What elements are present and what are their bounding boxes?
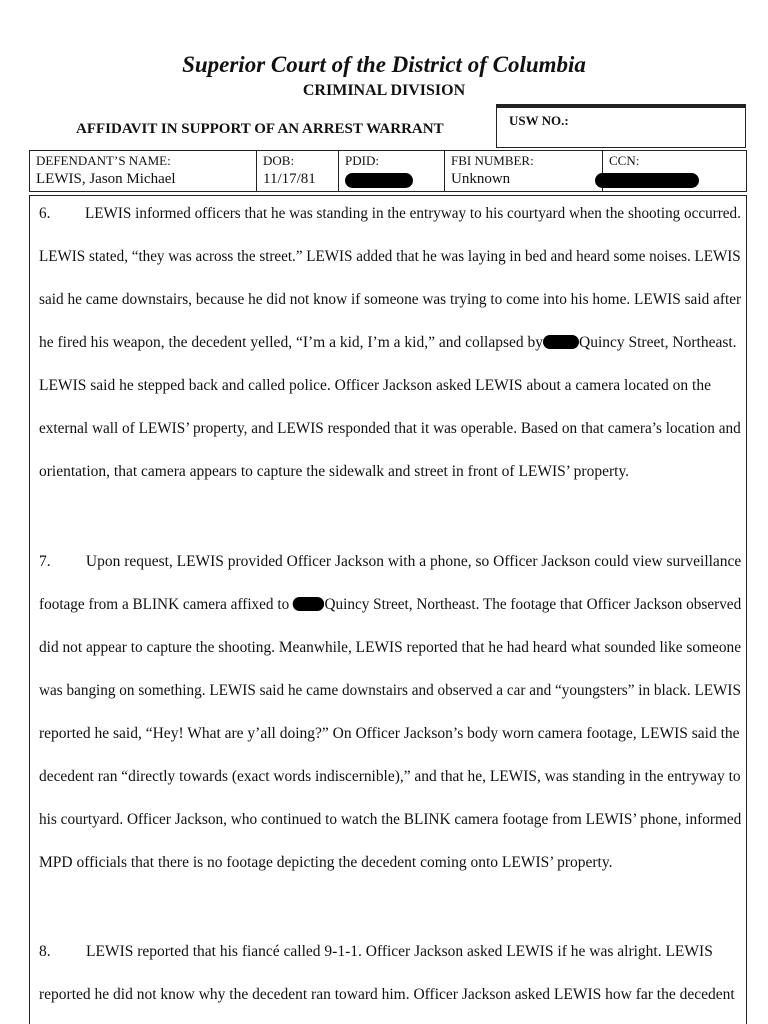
paragraph-line: was banging on something. LEWIS said he came downstairs and observed a car and “youngsters” in black. LEWIS [39,682,741,699]
pdid-cell [339,151,445,191]
paragraph-line: reported he said, “Hey! What are y’all doing?” On Officer Jackson’s body worn camera footage, LEWIS said the [39,725,740,742]
defendant-name-cell [30,151,257,191]
affidavit-title: AFFIDAVIT IN SUPPORT OF AN ARREST WARRANT [76,121,444,137]
paragraph-text: he fired his weapon, the decedent yelled, “I’m a kid, I’m a kid,” and collapsed by [39,334,543,351]
paragraph-line: his courtyard. Officer Jackson, who continued to watch the BLINK camera footage from LEWIS’ phone, informed [39,811,742,828]
paragraph-line: decedent ran “directly towards (exact words indiscernible),” and that he, LEWIS, was standing in the entryway to [39,768,741,785]
paragraph-line: external wall of LEWIS’ property, and LEWIS responded that it was operable. Based on that camera’s location and [39,420,741,437]
fbi-number-value: Unknown [451,171,511,187]
defendant-name-label: DEFENDANT’S NAME: [36,153,171,168]
usw-number-box [496,104,746,148]
defendant-info-table [29,150,747,192]
paragraph-text: Quincy Street, Northeast. [579,334,737,351]
paragraph-line: LEWIS stated, “they was across the street.” LEWIS added that he was laying in bed and heard some noises. LEWIS [39,248,741,265]
paragraph-line: said he came downstairs, because he did not know if someone was trying to come into his home. LEWIS said after [39,291,742,308]
dob-label: DOB: [263,153,295,168]
address-redaction [293,597,324,611]
paragraph-line [39,334,737,352]
dob-cell [257,151,339,191]
paragraph-line [39,205,741,223]
paragraph-text: LEWIS informed officers that he was standing in the entryway to his courtyard when the shooting occurred. [85,205,741,222]
ccn-cell [603,151,746,191]
pdid-label: PDID: [345,153,379,168]
fbi-number-cell [445,151,603,191]
division-title: CRIMINAL DIVISION [302,82,466,99]
paragraph-line: did not appear to capture the shooting. Meanwhile, LEWIS reported that he had heard what sounded like someone [39,639,742,656]
paragraph-text: LEWIS reported that his fiancé called 9-1-1. Officer Jackson asked LEWIS if he was alright. LEWIS [86,943,713,960]
paragraph-line [39,553,741,571]
defendant-name-value: LEWIS, Jason Michael [36,171,176,187]
paragraph-number: 8. [39,943,51,960]
paragraph-number: 7. [39,553,51,570]
usw-label: USW NO.: [509,113,569,128]
ccn-label: CCN: [609,153,640,168]
paragraph-text: footage from a BLINK camera affixed to [39,596,290,613]
dob-value: 11/17/81 [263,171,316,187]
paragraph-line [39,596,741,614]
paragraph-line: reported he did not know why the decedent ran toward him. Officer Jackson asked LEWIS how far the decedent [39,986,735,1003]
court-title: Superior Court of the District of Columbia [182,52,586,77]
paragraph-text: Upon request, LEWIS provided Officer Jackson with a phone, so Officer Jackson could view surveillance [85,553,742,570]
paragraph-number: 6. [39,205,51,222]
paragraph-line [39,943,713,961]
ccn-redaction [595,173,699,188]
paragraph-line: MPD officials that there is no footage depicting the decedent coming onto LEWIS’ property. [39,854,613,871]
paragraph-line: LEWIS said he stepped back and called police. Officer Jackson asked LEWIS about a camera located on the [39,377,711,394]
address-redaction [543,335,579,349]
paragraph-text: Quincy Street, Northeast. The footage that Officer Jackson observed [324,596,742,613]
paragraph-line: orientation, that camera appears to capture the sidewalk and street in front of LEWIS’ property. [39,463,630,480]
pdid-redaction [345,173,413,188]
fbi-number-label: FBI NUMBER: [451,153,534,168]
